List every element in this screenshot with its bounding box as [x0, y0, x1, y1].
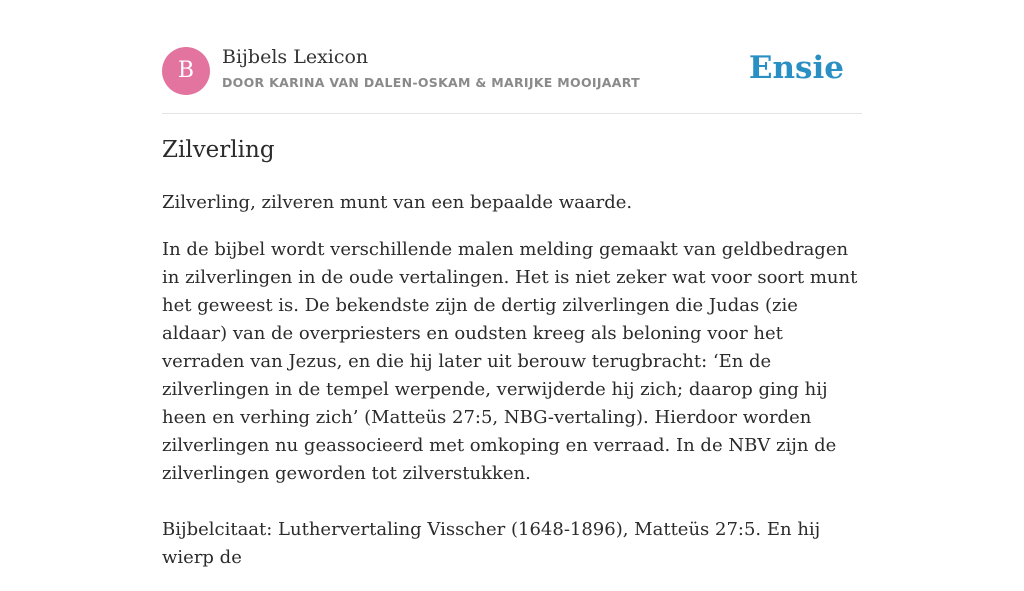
book-title[interactable]: Bijbels Lexicon: [222, 46, 369, 68]
definition-paragraph: Zilverling, zilveren munt van een bepaalde waarde.: [162, 192, 633, 213]
entry-title: Zilverling: [162, 137, 275, 163]
book-header: [162, 0, 862, 114]
book-avatar[interactable]: B: [162, 47, 210, 95]
ensie-logo-link[interactable]: Ensie: [748, 50, 844, 86]
explanation-paragraph: In de bijbel wordt verschillende malen melding gemaakt van geldbedragen in zilverlingen in de oude vertalingen. Het is niet zeker wat voor soort munt het geweest is. De bekendste zijn de dertig zilverlingen die Judas (zie aldaar) van de overpriesters en oudsten kreeg als beloning voor het verraden van Jezus, en die hij later uit berouw terugbracht: ‘En de zilverlingen in de tempel werpende, verwijderde hij zich; daarop ging hij heen en verhing zich’ (Matteüs 27:5, NBG-vertaling). Hierdoor worden zilverlingen nu geassocieerd met omkoping en verraad. In de NBV zijn de zilverlingen geworden tot zilverstukken.: [162, 239, 858, 484]
entry-body: [162, 189, 862, 591]
content-column: [162, 0, 862, 568]
bible-quote-paragraph: Bijbelcitaat: Luthervertaling Visscher (1648-1896), Matteüs 27:5. En hij wierp de: [162, 519, 821, 568]
book-authors: DOOR KARINA VAN DALEN-OSKAM & MARIJKE MOOIJAART: [222, 75, 640, 90]
